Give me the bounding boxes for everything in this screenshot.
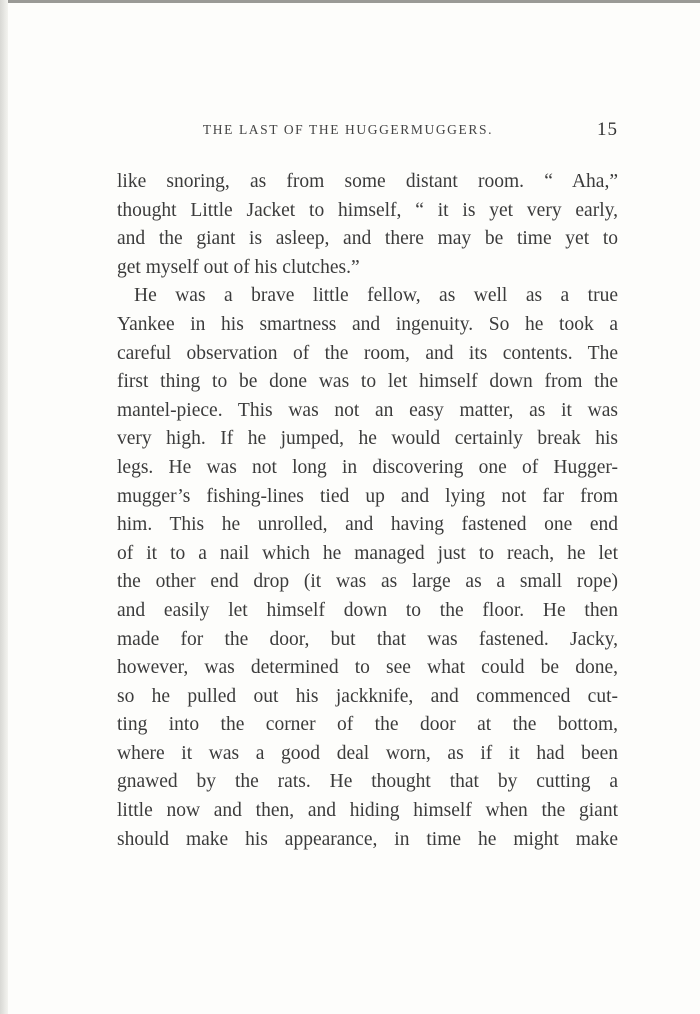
text-line: first thing to be done was to let himself down from the — [117, 371, 618, 393]
text-line: should make his appearance, in time he might make — [117, 828, 618, 850]
text-line: ting into the corner of the door at the bottom, — [117, 714, 618, 736]
text-line: get myself out of his clutches.” — [117, 256, 360, 278]
body-text — [117, 168, 618, 854]
page-top-edge — [0, 0, 700, 3]
text-line: where it was a good deal worn, as if it had been — [117, 742, 618, 764]
text-line: like snoring, as from some distant room. “ Aha,” — [117, 171, 618, 192]
text-line: He was a brave little fellow, as well as a true — [134, 285, 618, 307]
text-line: careful observation of the room, and its contents. The — [117, 342, 618, 364]
text-line: legs. He was not long in discovering one of Hugger- — [117, 456, 618, 478]
text-line: mugger’s fishing-lines tied up and lying not far from — [117, 485, 618, 507]
text-line: made for the door, but that was fastened. Jacky, — [117, 628, 618, 650]
running-head: THE LAST OF THE HUGGERMUGGERS. — [202, 122, 494, 137]
text-line: very high. If he jumped, he would certainly break his — [117, 428, 618, 450]
page-binding-edge — [0, 0, 8, 1014]
text-line: him. This he unrolled, and having fastened one end — [117, 514, 618, 536]
text-line: little now and then, and hiding himself when the giant — [117, 800, 618, 822]
text-line: thought Little Jacket to himself, “ it is yet very early, — [117, 199, 618, 221]
text-line: gnawed by the rats. He thought that by cutting a — [117, 771, 618, 793]
text-line: and easily let himself down to the floor. He then — [117, 599, 618, 621]
text-line: Yankee in his smartness and ingenuity. So he took a — [117, 313, 618, 335]
text-line: however, was determined to see what could be done, — [117, 657, 618, 679]
page-number: 15 — [597, 119, 618, 140]
text-line: so he pulled out his jackknife, and commenced cut- — [117, 685, 618, 707]
text-line: the other end drop (it was as large as a small rope) — [117, 571, 618, 593]
text-line: and the giant is asleep, and there may be time yet to — [117, 228, 618, 250]
text-line: mantel-piece. This was not an easy matter, as it was — [117, 399, 618, 421]
text-line: of it to a nail which he managed just to reach, he let — [117, 542, 618, 564]
